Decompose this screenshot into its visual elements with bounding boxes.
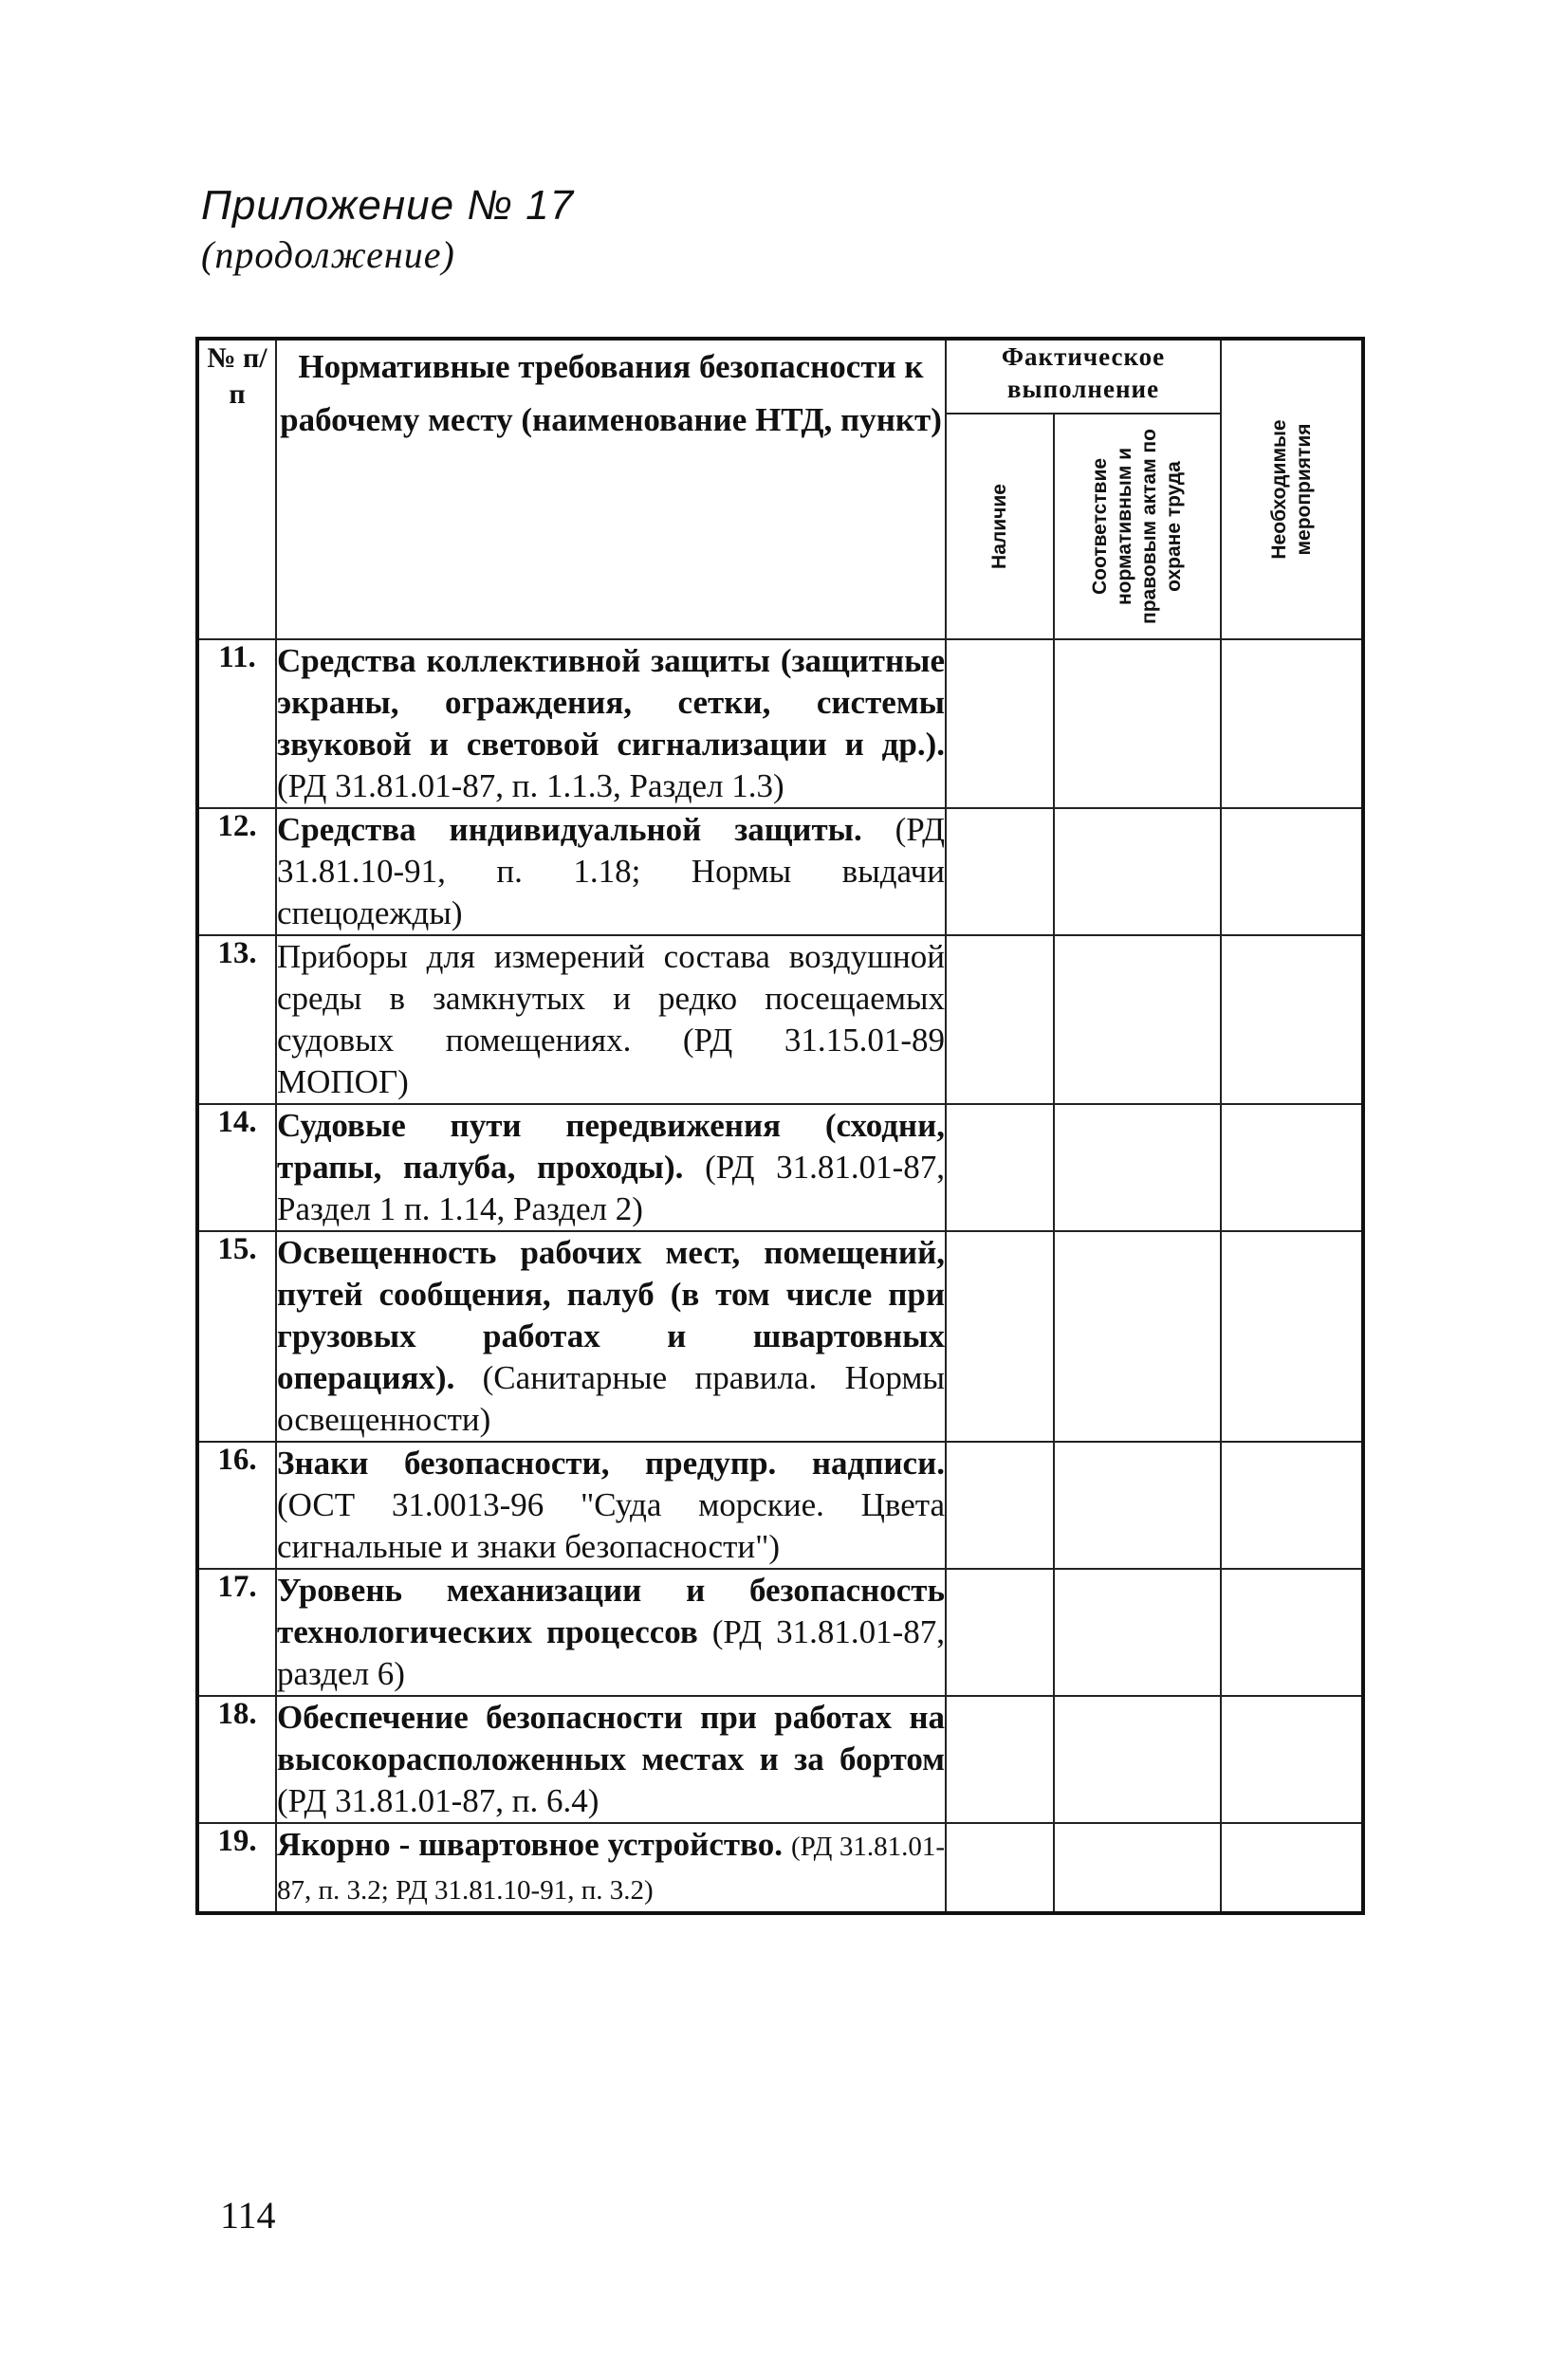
requirement-main: Знаки безопасности, предупр. надписи.: [277, 1445, 945, 1482]
compliance-cell: [1054, 935, 1221, 1104]
row-number: 14.: [197, 1104, 276, 1231]
presence-cell: [946, 639, 1054, 808]
table-row: [197, 1823, 1363, 1913]
measures-cell: [1221, 935, 1363, 1104]
requirement-ref: (ОСТ 31.0013-96 "Суда морские. Цвета сигнальные и знаки безопасности"): [277, 1486, 945, 1565]
col-presence-header: [946, 414, 1054, 639]
measures-cell: [1221, 1823, 1363, 1913]
requirement-ref: (РД 31.81.10-91, п. 1.18; Нормы выдачи спецодежды): [277, 811, 945, 931]
requirement-main: Уровень механизации и безопасность технологических процессов: [277, 1572, 945, 1650]
row-number: 12.: [197, 808, 276, 935]
presence-cell: [946, 1696, 1054, 1823]
requirement-ref: (РД 31.81.01-87, Раздел 1 п. 1.14, Раздел 2): [277, 1149, 945, 1227]
table-row: [197, 1231, 1363, 1442]
row-number: 16.: [197, 1442, 276, 1569]
measures-cell: [1221, 808, 1363, 935]
requirement-ref: (РД 31.81.01-87, раздел 6): [277, 1613, 945, 1692]
requirement-main: Приборы для измерений состава воздушной среды в замкнутых и редко посещаемых судовых помещениях.: [277, 938, 945, 1059]
col-measures-label: Необходимые мероприятия: [1267, 419, 1315, 560]
col-compliance-header: [1054, 414, 1221, 639]
col-presence-label: Наличие: [988, 484, 1010, 569]
measures-cell: [1221, 1104, 1363, 1231]
presence-cell: [946, 1104, 1054, 1231]
page-number: 114: [220, 2194, 276, 2237]
row-requirement: [276, 1823, 946, 1913]
row-requirement: [276, 1231, 946, 1442]
col-number-header: № п/п: [197, 339, 276, 639]
col-measures-header: [1221, 339, 1363, 639]
page-header: [201, 180, 574, 279]
requirements-table: [195, 337, 1365, 1915]
table-row: [197, 1442, 1363, 1569]
requirement-ref: (РД 31.81.01-87, п. 1.1.3, Раздел 1.3): [277, 767, 784, 804]
row-requirement: [276, 639, 946, 808]
table-row: [197, 1696, 1363, 1823]
table-row: [197, 808, 1363, 935]
measures-cell: [1221, 639, 1363, 808]
compliance-cell: [1054, 1231, 1221, 1442]
row-number: 15.: [197, 1231, 276, 1442]
compliance-cell: [1054, 1104, 1221, 1231]
presence-cell: [946, 1231, 1054, 1442]
requirement-main: Средства коллективной защиты (защитные экраны, ограждения, сетки, системы звуковой и световой сигнализации и др.).: [277, 642, 945, 763]
measures-cell: [1221, 1442, 1363, 1569]
row-number: 19.: [197, 1823, 276, 1913]
row-requirement: [276, 1442, 946, 1569]
requirement-ref: (РД 31.15.01-89 МОПОГ): [277, 1022, 945, 1100]
table-header-row: [197, 339, 1363, 414]
requirement-main: Судовые пути передвижения (сходни, трапы, палуба, проходы).: [277, 1107, 945, 1186]
requirement-ref: (РД 31.81.01-87, п. 3.2; РД 31.81.10-91, п. 3.2): [277, 1832, 945, 1906]
table-row: [197, 1569, 1363, 1696]
measures-cell: [1221, 1696, 1363, 1823]
requirement-ref: (РД 31.81.01-87, п. 6.4): [277, 1782, 600, 1819]
row-requirement: [276, 1696, 946, 1823]
table-row: [197, 935, 1363, 1104]
presence-cell: [946, 1442, 1054, 1569]
requirement-main: Якорно - швартовное устройство.: [277, 1826, 783, 1863]
compliance-cell: [1054, 808, 1221, 935]
appendix-title: Приложение № 17: [201, 182, 575, 229]
row-requirement: [276, 808, 946, 935]
presence-cell: [946, 935, 1054, 1104]
row-number: 13.: [197, 935, 276, 1104]
requirement-main: Освещенность рабочих мест, помещений, путей сообщения, палуб (в том числе при грузовых работах и швартовных операциях).: [277, 1234, 945, 1396]
presence-cell: [946, 808, 1054, 935]
table-row: [197, 639, 1363, 808]
presence-cell: [946, 1823, 1054, 1913]
requirement-main: Обеспечение безопасности при работах на высокорасположенных местах и за бортом: [277, 1699, 945, 1777]
row-number: 18.: [197, 1696, 276, 1823]
compliance-cell: [1054, 639, 1221, 808]
compliance-cell: [1054, 1823, 1221, 1913]
compliance-cell: [1054, 1696, 1221, 1823]
requirement-main: Средства индивидуальной защиты.: [277, 811, 862, 848]
col-compliance-label: Соответствие нормативным и правовым актам по охране труда: [1089, 429, 1185, 624]
appendix-subtitle: (продолжение): [201, 233, 455, 276]
row-number: 11.: [197, 639, 276, 808]
presence-cell: [946, 1569, 1054, 1696]
row-requirement: [276, 935, 946, 1104]
table-row: [197, 1104, 1363, 1231]
requirement-ref: (Санитарные правила. Нормы освещенности): [277, 1359, 945, 1438]
measures-cell: [1221, 1231, 1363, 1442]
compliance-cell: [1054, 1442, 1221, 1569]
row-requirement: [276, 1569, 946, 1696]
col-fact-group-header: Фактическое выполнение: [946, 339, 1221, 414]
measures-cell: [1221, 1569, 1363, 1696]
row-number: 17.: [197, 1569, 276, 1696]
compliance-cell: [1054, 1569, 1221, 1696]
row-requirement: [276, 1104, 946, 1231]
col-requirements-header: Нормативные требования безопасности к рабочему месту (наименование НТД, пункт): [276, 339, 946, 639]
